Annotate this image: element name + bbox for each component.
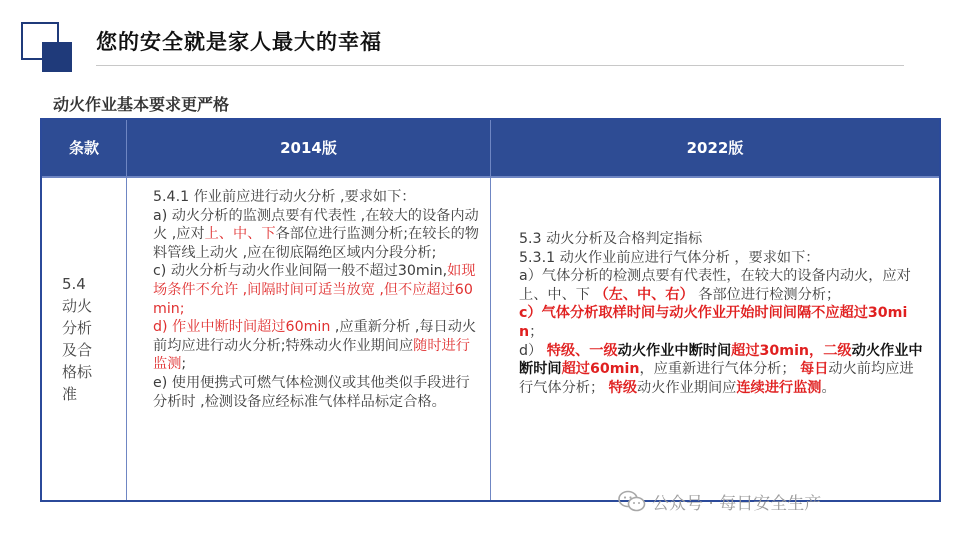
- text-2014-item-d: d) 作业中断时间超过60min ,应重新分析 ,每日动火前均应进行动火分析;特殊动火作业期间应随时进行监测;: [153, 319, 477, 373]
- title-divider: [96, 65, 904, 66]
- clause-line: 准: [62, 385, 78, 403]
- text-2014-item-c: c) 动火分析与动火作业间隔一般不超过30min,如现场条件不允许 ,间隔时间可适当放宽 ,但不应超过60min;: [153, 263, 476, 317]
- text-2022-item-a: a）气体分析的检测点要有代表性，在较大的设备内动火，应对上、中、下 （左、中、右） 各部位进行检测分析；: [519, 268, 911, 303]
- header-clause: 条款: [68, 139, 99, 157]
- header-2022: 2022版: [686, 139, 744, 157]
- clause-line: 格标: [62, 363, 93, 381]
- watermark-text: 公众号 · 每日安全生产: [652, 493, 822, 514]
- page-title: 您的安全就是家人最大的幸福: [96, 30, 382, 54]
- logo-filled-square: [42, 42, 72, 72]
- text-2022-intro: 5.3.1 动火作业前应进行气体分析 ，要求如下：: [519, 249, 820, 266]
- text-2014-item-a: a) 动火分析的监测点要有代表性 ,在较大的设备内动火 ,应对上、中、下各部位进行监测分析;在较长的物料管线上动火 ,应在彻底隔绝区域内分段分析;: [153, 207, 479, 261]
- watermark: [618, 488, 821, 514]
- section-heading: 动火作业基本要求更严格: [53, 95, 230, 114]
- clause-line: 5.4: [62, 275, 86, 293]
- cell-2022: [491, 178, 939, 500]
- text-2014-item-e: e) 使用便携式可燃气体检测仪或其他类似手段进行分析时 ,检测设备应经标准气体样品标定合格。: [153, 374, 470, 410]
- clause-text: [62, 273, 106, 405]
- clause-line: 动火: [62, 297, 93, 315]
- text-2022-item-d: d） 特级、一级动火作业中断时间超过30min，二级动火作业中断时间超过60min，应重新进行气体分析； 每日动火前均应进行气体分析； 特级动火作业期间应连续进行监测。: [519, 342, 923, 396]
- clause-line: 及合: [62, 341, 93, 359]
- text-2022-item-c: c）气体分析取样时间与动火作业开始时间间隔不应超过30min；: [519, 305, 908, 340]
- wechat-icon: [618, 490, 646, 512]
- text-2022-heading: 5.3 动火分析及合格判定指标: [519, 231, 703, 247]
- clause-cell: [42, 178, 126, 500]
- header-2014: 2014版: [280, 139, 337, 157]
- clause-line: 分析: [62, 319, 93, 337]
- comparison-table: [40, 118, 941, 502]
- text-2014-intro: 5.4.1 作业前应进行动火分析 ,要求如下：: [153, 189, 416, 205]
- cell-2014: [127, 178, 490, 500]
